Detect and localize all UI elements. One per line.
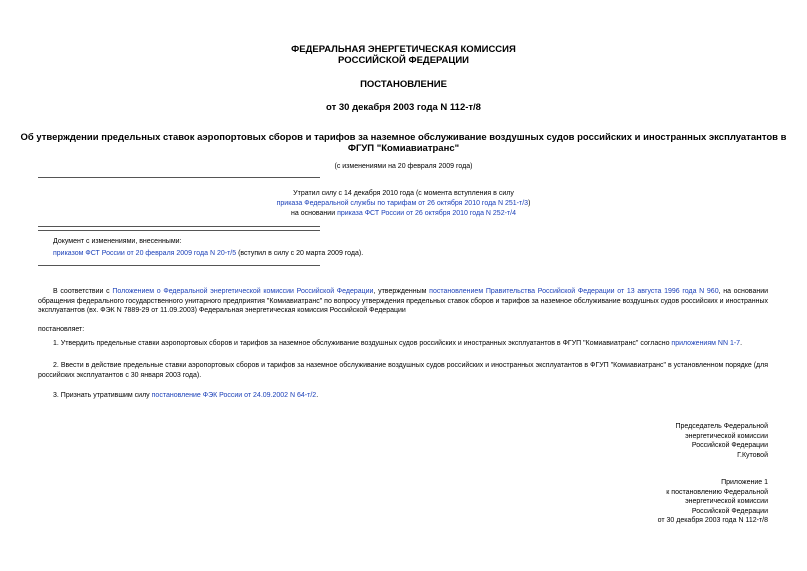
decree-word: постановляет: (38, 326, 85, 333)
signature-name: Г.Кутовой (737, 451, 768, 459)
doc-title-line2: ФГУП "Комиавиатранс" (347, 143, 460, 154)
divider (38, 177, 320, 178)
link-government-decree-960[interactable]: постановлением Правительства Российской Федерации от 13 августа 1996 года N 960 (429, 288, 719, 295)
changes-intro: Документ с изменениями, внесенными: (53, 238, 182, 245)
appendix-block (658, 478, 768, 526)
appendix-line1: Приложение 1 (721, 479, 768, 486)
link-appendices-1-7[interactable]: приложениям NN 1-7 (671, 340, 741, 347)
org-name-line2: РОССИЙСКОЙ ФЕДЕРАЦИИ (337, 55, 469, 66)
status-line2: приказа Федеральной службы по тарифам от 26 октября 2010 года N 251-т/3) (276, 200, 531, 207)
status-line3: на основании приказа ФСТ России от 26 октября 2010 года N 252-т/4 (291, 210, 516, 217)
signature-line2: энергетической комиссии (685, 432, 768, 440)
changes-line: приказом ФСТ России от 20 февраля 2009 года N 20-т/5 (вступил в силу с 20 марта 2009 года). (53, 250, 364, 257)
appendix-line2: к постановлению Федеральной (666, 488, 768, 496)
item-2: 2. Ввести в действие предельные ставки аэропортовых сборов и тарифов за наземное обслуживание воздушных судов российских и иностранных эксплуатантов в ФГУП "Комиавиатранс" в установленном порядке (для российских эксплуатантов с 30 января 2003 года). (38, 362, 768, 379)
doc-title-line1: Об утверждении предельных ставок аэропортовых сборов и тарифов за наземное обслуживание воздушных судов российских и иностранных эксплуатантов в (20, 132, 787, 143)
appendix-line3: энергетической комиссии (685, 498, 768, 505)
signature-block (675, 422, 768, 460)
appendix-line5: от 30 декабря 2003 года N 112-т/8 (657, 517, 768, 524)
preamble-paragraph: В соответствии с Положением о Федеральной энергетической комиссии Российской Федерации, утвержденным постановлением Правительства Российской Федерации от 13 августа 1996 года N 960, на основании обращения федерального государственного унитарного предприятия "Комиавиатранс" по вопросу утверждения предельных ставок сборов и тарифов за наземное обслуживание воздушных судов российских и иностранных эксплуатантов (вх. ФЭК N 7889-29 от 11.09.2003) Федеральная энергетическая комиссия Российской Федерации (38, 288, 769, 314)
divider (38, 265, 320, 266)
appendix-line4: Российской Федерации (691, 507, 768, 515)
item-1: 1. Утвердить предельные ставки аэропортовых сборов и тарифов за наземное обслуживание воздушных судов российских и иностранных эксплуатантов в ФГУП "Комиавиатранс" согласно приложениям NN 1-7. (53, 340, 743, 347)
link-fek-decree-64[interactable]: постановление ФЭК России от 24.09.2002 N 64-т/2 (151, 392, 317, 399)
link-fek-regulation[interactable]: Положением о Федеральной энергетической комиссии Российской Федерации (112, 288, 374, 295)
signature-line3: Российской Федерации (691, 442, 768, 449)
signature-line1: Председатель Федеральной (675, 423, 768, 430)
org-name-line1: ФЕДЕРАЛЬНАЯ ЭНЕРГЕТИЧЕСКАЯ КОМИССИЯ (291, 44, 516, 55)
status-link-fst-251[interactable]: приказа Федеральной службы по тарифам от 26 октября 2010 года N 251-т/3 (276, 200, 529, 207)
divider (38, 226, 320, 227)
amended-note: (с изменениями на 20 февраля 2009 года) (334, 163, 473, 170)
status-link-fst-252[interactable]: приказа ФСТ России от 26 октября 2010 года N 252-т/4 (337, 210, 516, 217)
doc-date-number: от 30 декабря 2003 года N 112-т/8 (326, 102, 481, 113)
divider (38, 230, 320, 231)
doc-type: ПОСТАНОВЛЕНИЕ (360, 79, 447, 90)
status-line1: Утратил силу с 14 декабря 2010 года (с момента вступления в силу (293, 190, 514, 197)
item-3: 3. Признать утратившим силу постановление ФЭК России от 24.09.2002 N 64-т/2. (53, 392, 319, 399)
changes-link-fst-20[interactable]: приказом ФСТ России от 20 февраля 2009 года N 20-т/5 (53, 250, 237, 257)
